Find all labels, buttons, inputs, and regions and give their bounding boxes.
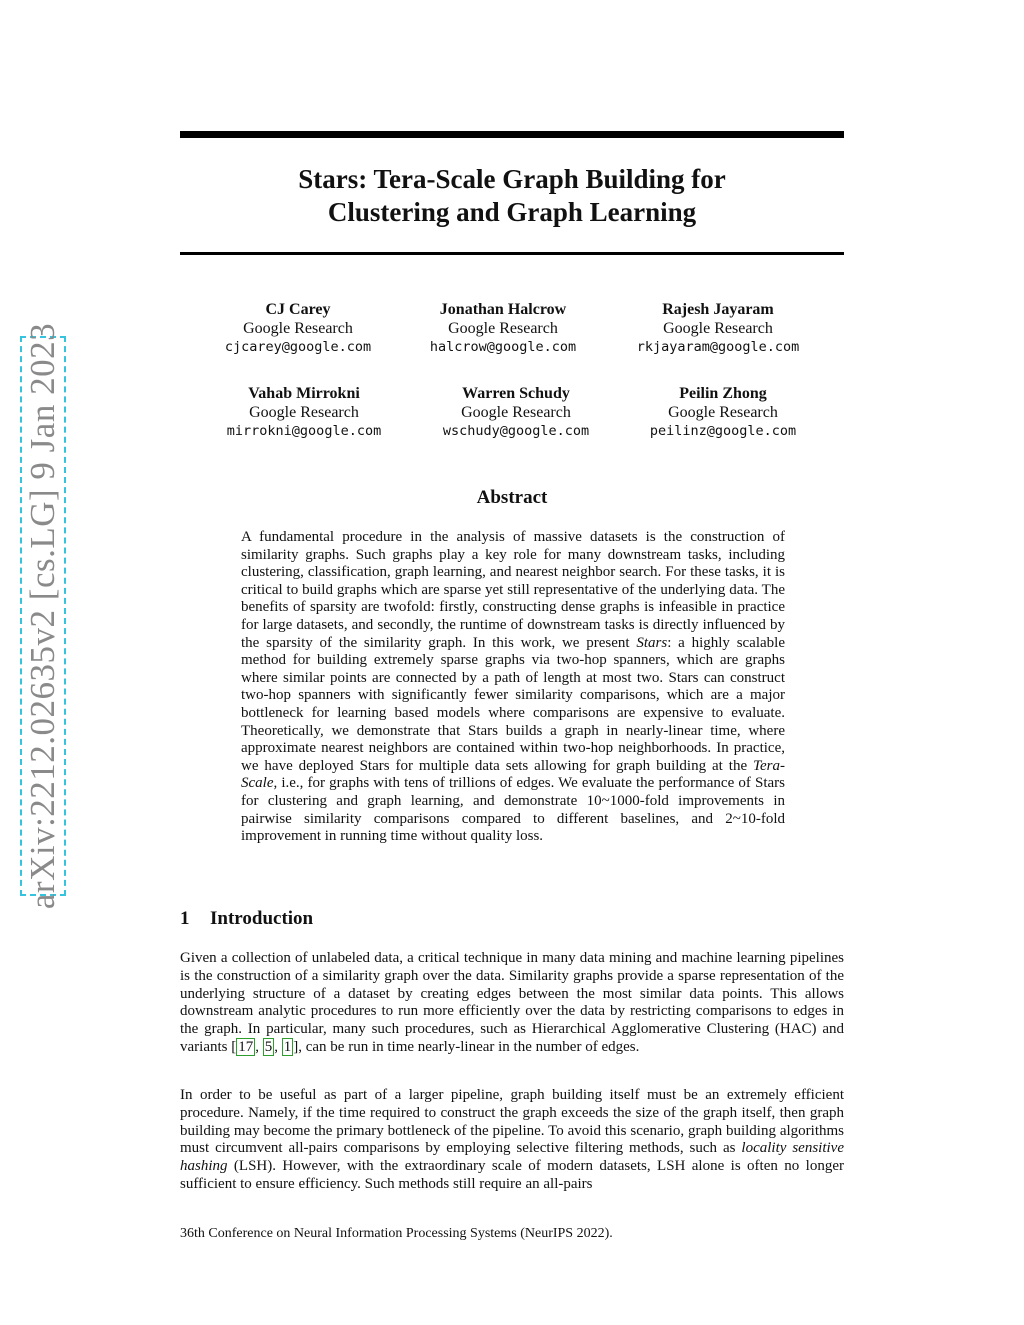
author-email[interactable]: peilinz@google.com <box>649 423 797 439</box>
intro-paragraph-1 <box>180 950 844 1057</box>
section-title: Introduction <box>210 908 314 929</box>
author-card <box>183 300 413 357</box>
author-email[interactable]: cjcarey@google.com <box>224 339 372 355</box>
author-card <box>608 384 838 441</box>
author-email[interactable]: wschudy@google.com <box>442 423 590 439</box>
arxiv-identifier: arXiv:2212.02635v2 [cs.LG] 9 Jan 2023 <box>23 322 62 910</box>
citation-link-17[interactable]: 17 <box>238 1038 254 1055</box>
paragraph-text: ], can be run in time nearly-linear in the number of edges. <box>293 1038 640 1055</box>
abstract-heading: Abstract <box>476 487 548 508</box>
abstract-text <box>241 529 785 846</box>
author-card <box>388 300 618 357</box>
paragraph-text: Given a collection of unlabeled data, a critical technique in many data mining and machine learning pipelines is the construction of a similarity graph over the data. Similarity graphs provide a sparse representation of the underlying structure of a dataset by creating edges between the most similar data points. This allows downstream analytic procedures to run more efficiently over the data by restricting comparisons to edges in the graph. In particular, many such procedures, such as Hierarchical Agglomerative Clustering (HAC) and variants [ <box>180 950 844 1055</box>
abstract-stars-emphasis: Stars <box>636 634 668 651</box>
author-email[interactable]: rkjayaram@google.com <box>636 339 800 355</box>
author-name: CJ Carey <box>265 301 331 318</box>
author-affiliation: Google Research <box>668 404 778 421</box>
author-affiliation: Google Research <box>663 320 773 337</box>
author-affiliation: Google Research <box>249 404 359 421</box>
author-row <box>180 300 844 360</box>
citation-separator: , <box>255 1038 263 1055</box>
author-name: Warren Schudy <box>462 385 570 402</box>
abstract-terascale-emphasis: Tera-Scale <box>241 757 785 792</box>
author-card <box>189 384 419 441</box>
title-line-2: Clustering and Graph Learning <box>327 197 697 227</box>
abstract-text-part: A fundamental procedure in the analysis of massive datasets is the construction of similarity graphs. Such graphs play a key role for many downstream tasks, including clustering, classification, graph learning, and nearest neighbor search. For these tasks, it is critical to build graphs which are sparse yet still representative of the underlying data. The benefits of sparsity are twofold: firstly, constructing dense graphs is infeasible in practice for large datasets, and secondly, the runtime of downstream tasks is directly influenced by the sparsity of the similarity graph. In this work, we present <box>241 529 785 651</box>
author-name: Jonathan Halcrow <box>439 301 567 318</box>
author-name: Peilin Zhong <box>679 385 767 402</box>
abstract-text-part: , i.e., for graphs with tens of trillions of edges. We evaluate the performance of Stars for clustering and graph learning, and demonstrate 10~1000-fold improvements in pairwise similarity comparisons compared to different baselines, and 2~10-fold improvement in running time without quality loss. <box>241 775 785 845</box>
abstract-text-part: : a highly scalable method for building extremely sparse graphs via two-hop spanners, which are graphs where similar points are connected by a path of length at most two. Stars can construct two-hop spanners with significantly fewer similarity comparisons, which are a major bottleneck for learning based models where comparisons are expensive to evaluate. Theoretically, we demonstrate that Stars builds a graph in nearly-linear time, where approximate nearest neighbors are contained within two-hop neighborhoods. In practice, we have deployed Stars for multiple data sets allowing for graph building at the <box>241 634 785 774</box>
title-bottom-rule <box>180 252 844 255</box>
paper-title <box>180 163 844 229</box>
conference-footnote: 36th Conference on Neural Information Processing Systems (NeurIPS 2022). <box>180 1226 613 1241</box>
author-affiliation: Google Research <box>461 404 571 421</box>
citation-separator: , <box>274 1038 282 1055</box>
citation-link-1[interactable]: 1 <box>283 1038 292 1055</box>
author-card <box>603 300 833 357</box>
paragraph-text: In order to be useful as part of a larger pipeline, graph building itself must be an extremely efficient procedure. Namely, if the time required to construct the graph exceeds the size of the graph itself, then graph building may become the primary bottleneck of the pipeline. To avoid this scenario, graph building algorithms must circumvent all-pairs comparisons by employing selective filtering methods, such as <box>180 1087 844 1157</box>
lsh-emphasis: locality sensitive hashing <box>180 1140 844 1175</box>
author-email[interactable]: mirrokni@google.com <box>226 423 382 439</box>
author-name: Vahab Mirrokni <box>248 385 360 402</box>
author-email[interactable]: halcrow@google.com <box>429 339 577 355</box>
title-top-rule <box>180 131 844 138</box>
author-row <box>180 384 844 444</box>
intro-paragraph-2 <box>180 1087 844 1194</box>
author-card <box>401 384 631 441</box>
title-line-1: Stars: Tera-Scale Graph Building for <box>298 164 726 194</box>
arxiv-stamp[interactable] <box>20 322 66 910</box>
citation-link-5[interactable]: 5 <box>264 1038 273 1055</box>
author-name: Rajesh Jayaram <box>662 301 774 318</box>
paragraph-text: (LSH). However, with the extraordinary scale of modern datasets, LSH alone is often no longer sufficient to ensure efficiency. Such methods still require an all-pairs <box>180 1158 844 1192</box>
section-number: 1 <box>180 908 190 929</box>
author-affiliation: Google Research <box>243 320 353 337</box>
section-heading-introduction <box>180 908 313 930</box>
author-affiliation: Google Research <box>448 320 558 337</box>
